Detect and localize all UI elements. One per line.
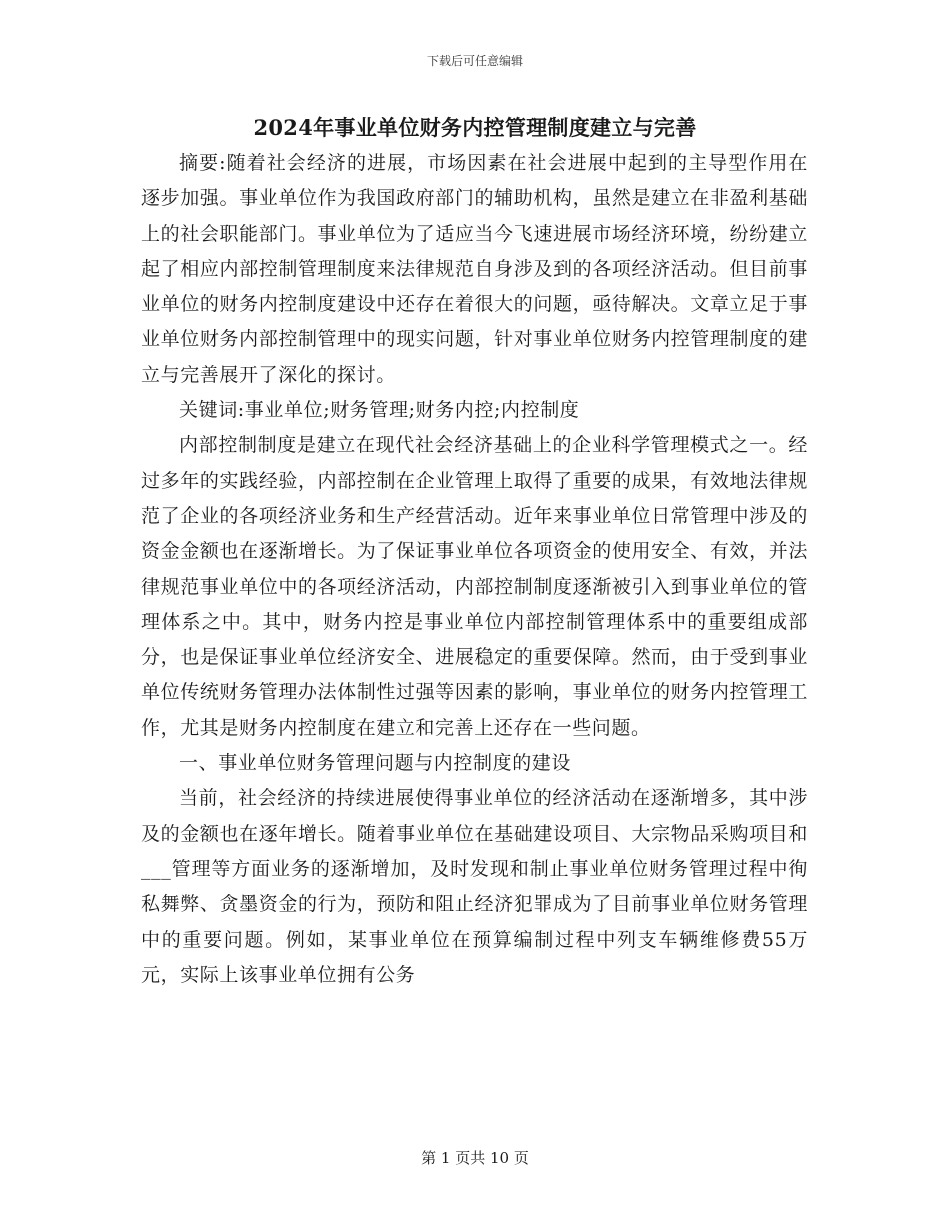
intro-paragraph: 内部控制制度是建立在现代社会经济基础上的企业科学管理模式之一。经过多年的实践经验，内部控制在企业管理上取得了重要的成果，有效地法律规范了企业的各项经济业务和生产经营活动。近年来事业单位日常管理中涉及的资金金额也在逐渐增长。为了保证事业单位各项资金的使用安全、有效，并法律规范事业单位中的各项经济活动，内部控制制度逐渐被引入到事业单位的管理体系之中。其中，财务内控是事业单位内部控制管理体系中的重要组成部分，也是保证事业单位经济安全、进展稳定的重要保障。然而，由于受到事业单位传统财务管理办法体制性过强等因素的影响，事业单位的财务内控管理工作，尤其是财务内控制度在建立和完善上还存在一些问题。 [141,434,808,739]
section-paragraph: 当前，社会经济的持续进展使得事业单位的经济活动在逐渐增多，其中涉及的金额也在逐年增长。随着事业单位在基础建设项目、大宗物品采购项目和___管理等方面业务的逐渐增加，及时发现和制止事业单位财务管理过程中徇私舞弊、贪墨资金的行为，预防和阻止经济犯罪成为了目前事业单位财务管理中的重要问题。例如，某事业单位在预算编制过程中列支车辆维修费55万元，实际上该事业单位拥有公务 [141,787,808,986]
keywords-paragraph: 关键词:事业单位;财务管理;财务内控;内控制度 [179,399,580,422]
document-body [141,146,808,993]
page-footer: 第 1 页共 10 页 [421,1149,529,1167]
section-heading: 一、事业单位财务管理问题与内控制度的建设 [179,752,572,775]
abstract-paragraph: 摘要:随着社会经济的进展，市场因素在社会进展中起到的主导型作用在逐步加强。事业单位作为我国政府部门的辅助机构，虽然是建立在非盈利基础上的社会职能部门。事业单位为了适应当今飞速进展市场经济环境，纷纷建立起了相应内部控制管理制度来法律规范自身涉及到的各项经济活动。但目前事业单位的财务内控制度建设中还存在着很大的问题，亟待解决。文章立足于事业单位财务内部控制管理中的现实问题，针对事业单位财务内控管理制度的建立与完善展开了深化的探讨。 [141,152,808,386]
page-header: 下载后可任意编辑 [426,54,523,68]
document-title: 2024年事业单位财务内控管理制度建立与完善 [253,115,697,140]
